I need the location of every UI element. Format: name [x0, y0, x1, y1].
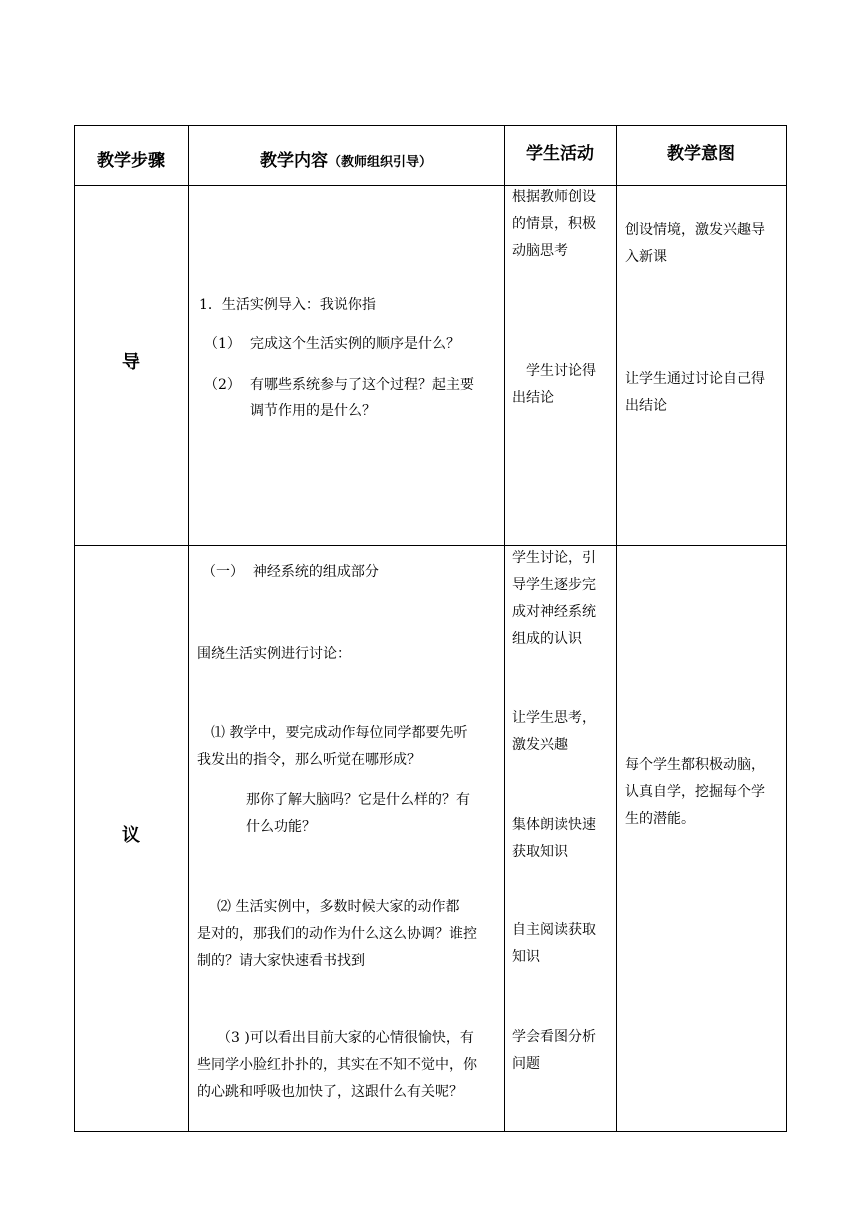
text-line: 是对的，那我们的动作为什么这么协调？谁控	[197, 926, 477, 942]
text-line: 问题	[512, 1056, 540, 1072]
text-line: 成对神经系统	[512, 604, 596, 620]
text-line: ⑴ 教学中，要完成动作每位同学都要先听	[211, 725, 468, 741]
text-line: 的情景，积极	[512, 216, 596, 232]
content-paragraph-1	[197, 720, 499, 774]
text-line: 那你了解大脑吗？它是什么样的？有	[246, 792, 470, 808]
header-student: 学生活动	[526, 144, 594, 164]
table-border-bottom	[74, 1131, 787, 1132]
text-line: ⑵ 生活实例中，多数时候大家的动作都	[217, 899, 460, 915]
step-label-guide: 导	[122, 352, 140, 373]
content-paragraph-3	[197, 1025, 499, 1106]
text-line: 动脑思考	[512, 243, 568, 259]
student-activity	[512, 1024, 596, 1078]
text-line: 学会看图分析	[512, 1029, 596, 1045]
text-line: 些同学小脸红扑扑的，其实在不知不觉中，你	[197, 1057, 477, 1073]
question-number: （1）	[204, 336, 241, 352]
column-divider	[616, 125, 617, 1132]
question-text: 完成这个生活实例的顺序是什么？	[250, 336, 460, 352]
teaching-intent	[625, 366, 765, 420]
text-line: 组成的认识	[512, 631, 582, 647]
text-line: 让学生通过讨论自己得	[625, 371, 765, 387]
text-line: 集体朗读快速	[512, 817, 596, 833]
student-activity	[512, 184, 596, 265]
text-line: 知识	[512, 949, 540, 965]
text-line: 学生讨论得	[526, 363, 596, 379]
text-line: 认真自学，挖掘每个学	[625, 784, 765, 800]
text-line: 让学生思考，	[512, 710, 596, 726]
text-line: 什么功能？	[246, 819, 316, 835]
header-content-title: 教学内容	[259, 151, 328, 171]
table-border-right	[786, 125, 787, 1132]
text-line: 的心跳和呼吸也加快了，这跟什么有关呢？	[197, 1084, 463, 1100]
text-line: 创设情境，激发兴趣导	[625, 222, 765, 238]
content-question-2-cont: 调节作用的是什么？	[250, 403, 376, 419]
student-activity	[512, 812, 596, 866]
table-border-left	[74, 125, 75, 1132]
header-content	[188, 146, 504, 171]
content-paragraph-1b	[246, 787, 470, 841]
content-question-1	[204, 331, 460, 358]
student-activity	[512, 358, 596, 412]
text-line: 获取知识	[512, 844, 568, 860]
student-activity	[512, 705, 596, 759]
content-section-heading: （一） 神经系统的组成部分	[202, 564, 379, 580]
text-line: 入新课	[625, 249, 667, 265]
question-number: （2）	[204, 377, 241, 393]
teaching-intent	[625, 217, 765, 271]
text-line: 出结论	[512, 390, 554, 406]
table-border-top	[74, 125, 787, 126]
content-paragraph-2	[197, 894, 499, 975]
column-divider	[504, 125, 505, 1132]
text-line: 学生讨论，引	[512, 550, 596, 566]
content-intro: 1．生活实例导入：我说你指	[199, 297, 376, 313]
header-step: 教学步骤	[97, 151, 165, 171]
content-lead: 围绕生活实例进行讨论：	[197, 646, 351, 662]
teaching-intent	[625, 752, 765, 833]
text-line: 导学生逐步完	[512, 577, 596, 593]
text-line: 根据教师创设	[512, 189, 596, 205]
text-line: 我发出的指令，那么听觉在哪形成？	[197, 752, 421, 768]
text-line: 激发兴趣	[512, 737, 568, 753]
text-line: 生的潜能。	[625, 811, 695, 827]
column-divider	[188, 125, 189, 1132]
question-text: 有哪些系统参与了这个过程？起主要	[250, 377, 474, 393]
text-line: 每个学生都积极动脑，	[625, 757, 765, 773]
header-intent: 教学意图	[667, 144, 735, 164]
student-activity	[512, 545, 596, 653]
content-question-2	[204, 372, 474, 399]
student-activity	[512, 917, 596, 971]
header-content-note: （教师组织引导）	[327, 155, 432, 170]
step-label-discuss: 议	[122, 825, 140, 846]
text-line: 自主阅读获取	[512, 922, 596, 938]
row-divider	[74, 545, 787, 546]
header-divider	[74, 185, 787, 186]
text-line: （3 )可以看出目前大家的心情很愉快，有	[217, 1030, 474, 1046]
text-line: 制的？请大家快速看书找到	[197, 953, 365, 969]
text-line: 出结论	[625, 398, 667, 414]
